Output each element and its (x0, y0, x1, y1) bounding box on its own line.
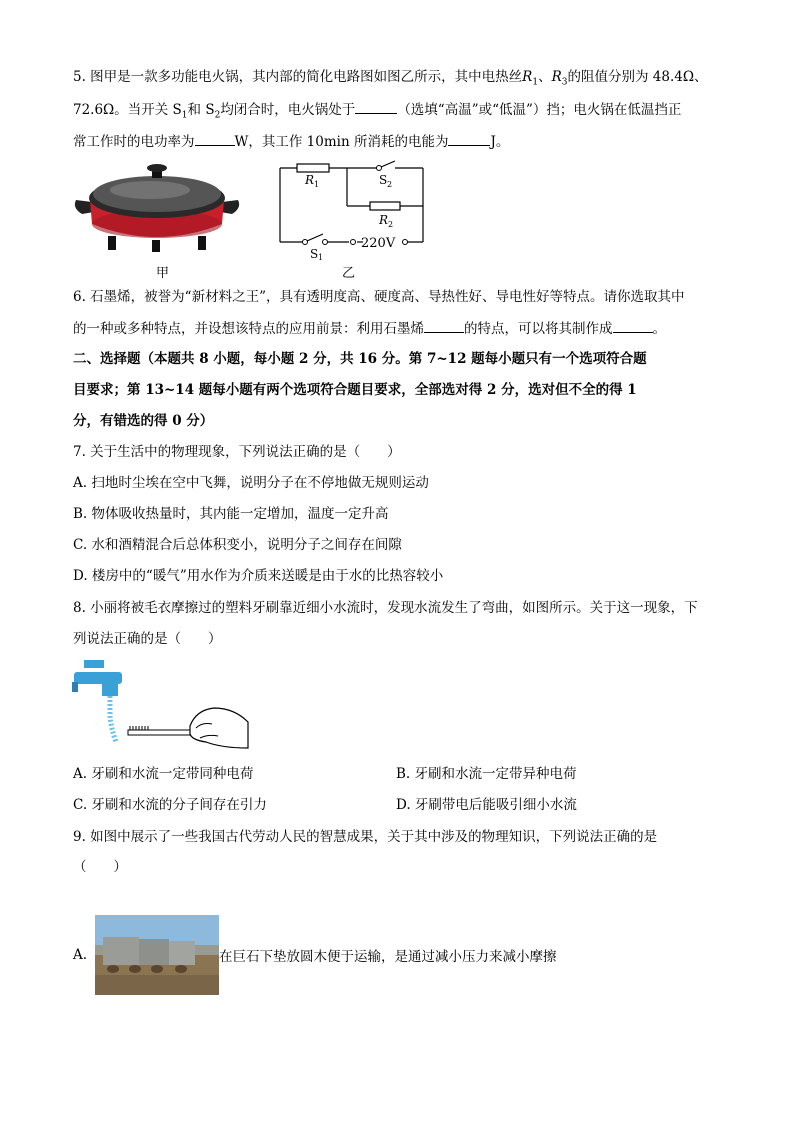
q8-option-c[interactable]: C. 牙刷和水流的分子间存在引力 (73, 797, 267, 813)
hand (190, 708, 248, 748)
q8-line-1: 8. 小丽将被毛衣摩擦过的塑料牙刷靠近细小水流时，发现水流发生了弯曲，如图所示。关于这一现象，下 (73, 600, 698, 616)
switch-s1-lever (307, 234, 323, 241)
q6-line-2: 的一种或多种特点，并设想该特点的应用前景：利用石墨烯 的特点，可以将其制作成 。 (73, 318, 666, 339)
q7-option-b[interactable]: B. 物体吸收热量时，其内能一定增加，温度一定升高 (73, 506, 389, 522)
faucet-toothbrush-figure (72, 656, 252, 752)
q5-line-3: 常工作时的电功率为 W，其工作 10min 所消耗的电能为 J。 (73, 131, 509, 152)
faucet-spout (102, 676, 118, 696)
q9-line-2: （ ） (73, 859, 127, 875)
q9-line-1: 9. 如图中展示了一些我国古代劳动人民的智慧成果，关于其中涉及的物理知识，下列说法正确的是 (73, 829, 658, 845)
pot-leg (108, 236, 116, 250)
terminal (351, 240, 356, 245)
water-stream (110, 696, 116, 742)
stone-log-photo (95, 915, 219, 995)
q7-option-a[interactable]: A. 扫地时尘埃在空中飞舞，说明分子在不停地做无规则运动 (73, 475, 429, 491)
q6-blank-2[interactable] (613, 318, 653, 333)
hot-pot-figure (72, 158, 242, 258)
q6-line-1: 6. 石墨烯，被誉为“新材料之王”，具有透明度高、硬度高、导热性好、导电性好等特点。请你选取其中 (73, 289, 685, 305)
terminal (403, 240, 408, 245)
label-r1-sub: 1 (314, 180, 320, 189)
q8-option-d[interactable]: D. 牙刷带电后能吸引细小水流 (396, 797, 577, 813)
q5-line-1: 5. 图甲是一款多功能电火锅，其内部的简化电路图如图乙所示，其中电热丝$R_1$、$R_3$的阻值分别为 48.4Ω、 (73, 69, 708, 88)
circuit-diagram (275, 160, 435, 260)
label-s2-sub: 2 (387, 180, 393, 189)
q5-blank-3[interactable] (448, 131, 490, 146)
section-2-line-3: 分，有错选的得 0 分） (73, 413, 214, 429)
section-2-line-1: 二、选择题（本题共 8 小题，每小题 2 分，共 16 分。第 7~12 题每小题只有一个选项符合题 (73, 351, 647, 367)
resistor-r2 (370, 202, 400, 210)
q7-option-d[interactable]: D. 楼房中的“暖气”用水作为介质来送暖是由于水的比热容较小 (73, 568, 444, 584)
label-s2: S (379, 173, 388, 187)
pot-leg (152, 240, 160, 252)
q7-stem: 7. 关于生活中的物理现象，下列说法正确的是（ ） (73, 444, 401, 460)
caption-yi: 乙 (342, 266, 356, 281)
q5-blank-1[interactable] (355, 99, 397, 114)
resistor-r1 (297, 164, 329, 172)
switch-s2-contact (377, 166, 382, 171)
switch-s1-contact (303, 240, 308, 245)
caption-jia: 甲 (156, 266, 170, 281)
label-r2: R (379, 213, 389, 227)
label-voltage: 220V (361, 236, 396, 251)
label-s1-sub: 1 (318, 253, 324, 260)
label-s1: S (310, 247, 319, 260)
label-r1: R (305, 173, 315, 187)
faucet-handle (84, 660, 104, 668)
label-r2-sub: 2 (388, 220, 394, 229)
switch-s2-lever (381, 161, 395, 167)
q8-option-b[interactable]: B. 牙刷和水流一定带异种电荷 (396, 766, 577, 782)
q5-line-2: 72.6Ω。当开关 $S_1$和 $S_2$均闭合时，电火锅处于 （选填“高温”或“低温”）挡；电火锅在低温挡正 (73, 99, 681, 126)
section-2-line-2: 目要求；第 13~14 题每小题有两个选项符合题目要求，全部选对得 2 分，选对但不全的得 1 (73, 382, 637, 398)
q8-line-2: 列说法正确的是（ ） (73, 631, 222, 647)
q8-option-a[interactable]: A. 牙刷和水流一定带同种电荷 (73, 766, 254, 782)
q9-option-a[interactable] (73, 915, 557, 995)
q5-blank-2[interactable] (195, 131, 235, 146)
pot-leg (198, 236, 206, 250)
q7-option-c[interactable]: C. 水和酒精混合后总体积变小，说明分子之间存在间隙 (73, 537, 402, 553)
q9-option-a-label: A. (73, 947, 88, 963)
q9-option-a-text: 在巨石下垫放圆木便于运输，是通过减小压力来减小摩擦 (219, 949, 557, 965)
q6-blank-1[interactable] (424, 318, 464, 333)
